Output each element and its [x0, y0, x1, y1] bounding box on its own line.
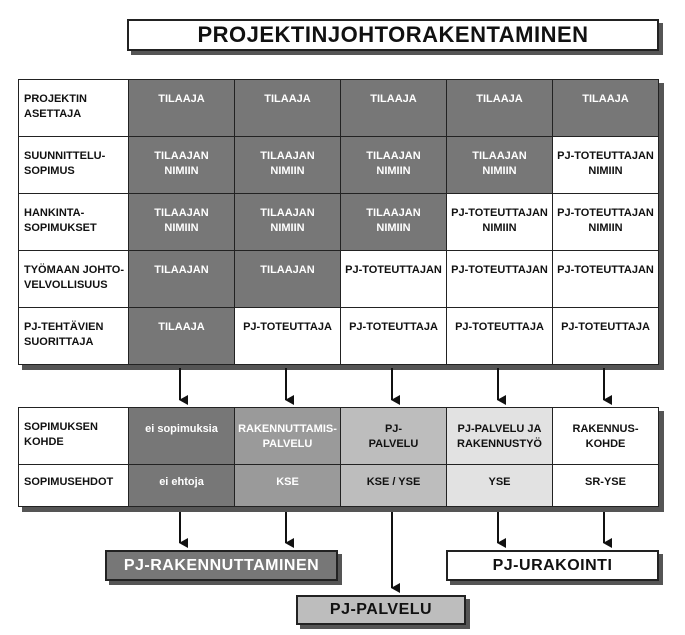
cell-text-line: PJ-TOTEUTTAJA — [561, 321, 650, 333]
cell-text-line: TILAAJA — [370, 93, 417, 105]
cell-text-line: PJ-TOTEUTTAJAN — [451, 207, 548, 219]
cell-text-line: NIMIIN — [588, 165, 623, 177]
cell-text-line: PJ-TOTEUTTAJAN — [557, 150, 654, 162]
cell-text-line: TILAAJAN — [366, 150, 421, 162]
cell-text-line: KOHDE — [585, 438, 626, 450]
cell-text-line: TILAAJAN — [260, 207, 315, 219]
cell-text-line: VELVOLLISUUS — [24, 279, 108, 291]
contract-cell — [235, 408, 341, 465]
cell-text-line: SOPIMUKSEN — [24, 421, 98, 433]
cell-text-line: TYÖMAAN JOHTO- — [24, 264, 125, 276]
cell-text-line: PJ-TOTEUTTAJA — [455, 321, 544, 333]
cell-text-line: NIMIIN — [376, 165, 411, 177]
cell-text-line: RAKENNUS- — [572, 423, 639, 435]
label-pj-rakennuttaminen: PJ-RAKENNUTTAMINEN — [105, 550, 338, 581]
cell-text-line: SUUNNITTELU- — [24, 150, 106, 162]
cell-text-line: TILAAJAN — [472, 150, 527, 162]
cell-text-line: TILAAJAN — [366, 207, 421, 219]
contract-cell — [553, 408, 659, 465]
cell-text-line: NIMIIN — [376, 222, 411, 234]
cell-text-line: TILAAJA — [476, 93, 523, 105]
cell-text-line: PALVELU — [262, 438, 313, 450]
cell-text-line: SR-YSE — [585, 476, 626, 488]
cell-text-line: TILAAJAN — [154, 150, 209, 162]
diagram-title: PROJEKTINJOHTORAKENTAMINEN — [127, 19, 659, 51]
cell-text-line: ei ehtoja — [159, 476, 204, 488]
cell-text-line: ei sopimuksia — [145, 423, 218, 435]
contract-cell — [341, 465, 447, 507]
cell-text-line: PJ-TOTEUTTAJAN — [345, 264, 442, 276]
cell-text-line: NIMIIN — [164, 165, 199, 177]
cell-text-line: TILAAJAN — [260, 150, 315, 162]
cell-text-line: PJ-TEHTÄVIEN — [24, 321, 104, 333]
cell-text-line: NIMIIN — [482, 165, 517, 177]
table-row — [19, 465, 659, 507]
cell-text-line: PJ-TOTEUTTAJA — [349, 321, 438, 333]
label-pj-palvelu: PJ-PALVELU — [296, 595, 466, 625]
cell-text-line: PJ-PALVELU JA — [457, 423, 542, 435]
cell-text-line: SOPIMUS — [24, 165, 75, 177]
cell-text-line: TILAAJAN — [260, 264, 315, 276]
cell-text-line: KOHDE — [24, 436, 64, 448]
cell-text-line: TILAAJA — [158, 93, 205, 105]
contract-cell — [129, 408, 235, 465]
row-header — [19, 408, 129, 465]
cell-text-line: KSE / YSE — [366, 476, 421, 488]
cell-text-line: SOPIMUKSET — [24, 222, 97, 234]
cell-text-line: NIMIIN — [270, 165, 305, 177]
cell-text-line: ASETTAJA — [24, 108, 82, 120]
cell-text-line: TILAAJAN — [154, 264, 209, 276]
cell-text-line: TILAAJA — [264, 93, 311, 105]
cell-text-line: PJ-TOTEUTTAJAN — [557, 264, 654, 276]
cell-text-line: YSE — [488, 476, 511, 488]
contract-cell — [129, 465, 235, 507]
cell-text-line: PROJEKTIN — [24, 93, 87, 105]
cell-text-line: TILAAJA — [158, 321, 205, 333]
cell-text-line: KSE — [276, 476, 299, 488]
cell-text-line: NIMIIN — [588, 222, 623, 234]
cell-text-line: PJ-TOTEUTTAJA — [243, 321, 332, 333]
cell-text-line: NIMIIN — [270, 222, 305, 234]
cell-text-line: SUORITTAJA — [24, 336, 94, 348]
cell-text-line: PJ- — [384, 423, 403, 435]
label-pj-urakointi: PJ-URAKOINTI — [446, 550, 659, 581]
contract-table — [18, 407, 659, 507]
cell-text-line: NIMIIN — [164, 222, 199, 234]
cell-text-line: PJ-TOTEUTTAJAN — [557, 207, 654, 219]
contract-cell — [235, 465, 341, 507]
cell-text-line: TILAAJAN — [154, 207, 209, 219]
cell-text-line: PALVELU — [368, 438, 419, 450]
cell-text-line: SOPIMUSEHDOT — [24, 476, 114, 488]
contract-cell — [553, 465, 659, 507]
cell-text-line: RAKENNUTTAMIS- — [238, 423, 337, 435]
row-header — [19, 465, 129, 507]
cell-text-line: RAKENNUSTYÖ — [457, 438, 542, 450]
cell-text-line: PJ-TOTEUTTAJAN — [451, 264, 548, 276]
cell-text-line: HANKINTA- — [24, 207, 85, 219]
contract-cell — [447, 465, 553, 507]
cell-text-line: NIMIIN — [482, 222, 517, 234]
contract-cell — [341, 408, 447, 465]
cell-text-line: TILAAJA — [582, 93, 629, 105]
contract-cell — [447, 408, 553, 465]
table-row — [19, 408, 659, 465]
